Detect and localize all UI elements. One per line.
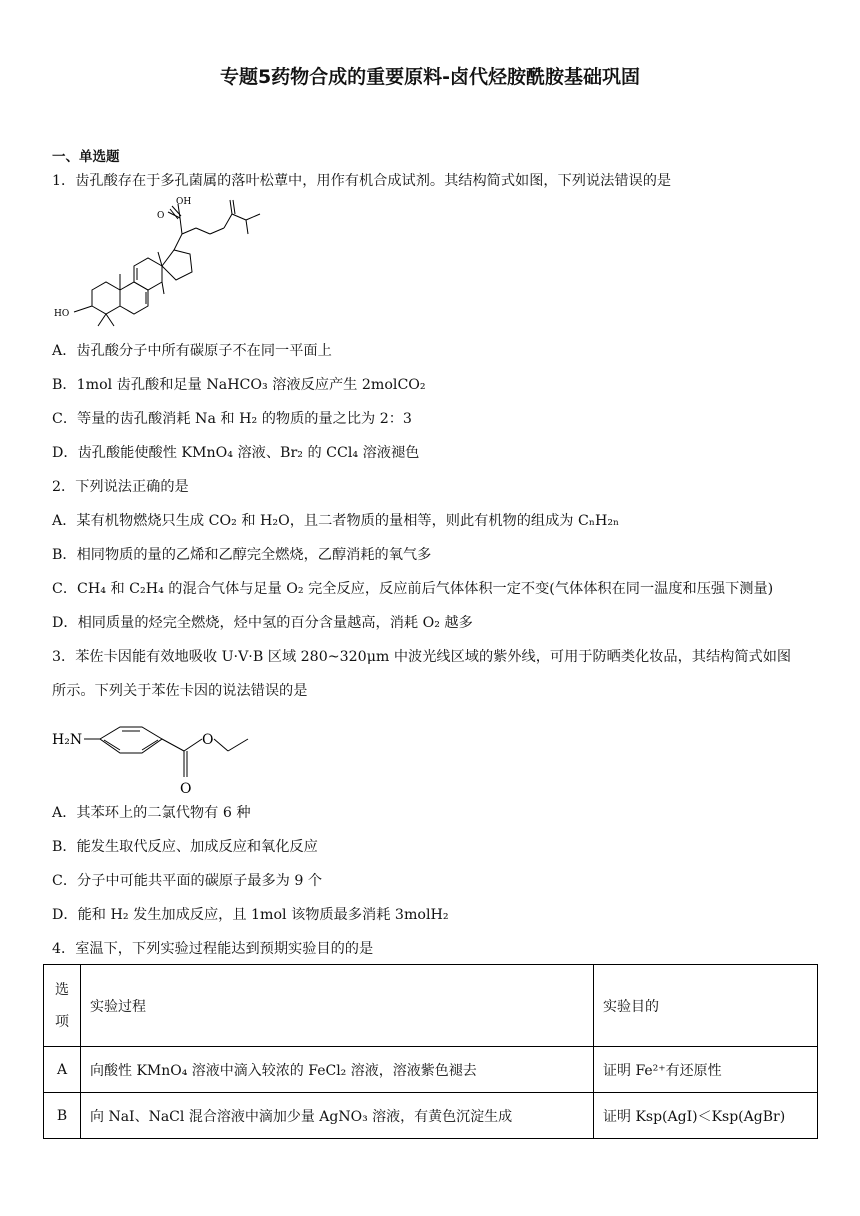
row-purpose: 证明 Fe²⁺有还原性 bbox=[594, 1047, 818, 1093]
q4-experiment-table bbox=[43, 964, 818, 1139]
table-header-row bbox=[44, 965, 818, 1047]
q1-label-o: O bbox=[157, 211, 165, 221]
section-heading: 一、单选题 bbox=[52, 149, 120, 165]
q3-option-c: C．分子中可能共平面的碳原子最多为 9 个 bbox=[52, 873, 323, 889]
q3-label-carbonyl-o: O bbox=[180, 781, 192, 797]
row-process: 向 NaI、NaCl 混合溶液中滴加少量 AgNO₃ 溶液，有黄色沉淀生成 bbox=[81, 1093, 594, 1139]
q3-label-h2n: H₂N bbox=[52, 732, 83, 748]
q1-label-oh: OH bbox=[176, 197, 192, 207]
row-process: 向酸性 KMnO₄ 溶液中滴入较浓的 FeCl₂ 溶液，溶液紫色褪去 bbox=[81, 1047, 594, 1093]
q2-option-d: D．相同质量的烃完全燃烧，烃中氢的百分含量越高，消耗 O₂ 越多 bbox=[52, 615, 473, 631]
q3-option-d: D．能和 H₂ 发生加成反应，且 1mol 该物质最多消耗 3molH₂ bbox=[52, 907, 449, 923]
q2-option-a: A．某有机物燃烧只生成 CO₂ 和 H₂O，且二者物质的量相等，则此有机物的组成为 CₙH₂ₙ bbox=[52, 513, 620, 529]
header-purpose: 实验目的 bbox=[594, 965, 818, 1047]
q1-stem: 1．齿孔酸存在于多孔菌属的落叶松蕈中，用作有机合成试剂。其结构简式如图，下列说法错误的是 bbox=[52, 173, 672, 189]
q3-stem-line-2: 所示。下列关于苯佐卡因的说法错误的是 bbox=[52, 683, 308, 699]
q2-option-c: C．CH₄ 和 C₂H₄ 的混合气体与足量 O₂ 完全反应，反应前后气体体积一定不变(气体体积在同一温度和压强下测量) bbox=[52, 581, 774, 597]
row-option: A bbox=[44, 1047, 81, 1093]
header-option-bottom: 项 bbox=[55, 1013, 69, 1030]
header-process: 实验过程 bbox=[81, 965, 594, 1047]
q1-structure-diagram bbox=[50, 194, 280, 334]
header-option-top: 选 bbox=[55, 981, 69, 998]
document-title: 专题5药物合成的重要原料-卤代烃胺酰胺基础巩固 bbox=[219, 66, 641, 88]
header-option-cell bbox=[44, 965, 81, 1047]
q2-option-b: B．相同物质的量的乙烯和乙醇完全燃烧，乙醇消耗的氧气多 bbox=[52, 547, 432, 563]
q1-label-ho: HO bbox=[54, 309, 70, 319]
q3-label-ester-o: O bbox=[202, 732, 214, 748]
q1-option-c: C．等量的齿孔酸消耗 Na 和 H₂ 的物质的量之比为 2：3 bbox=[52, 411, 412, 427]
row-option: B bbox=[44, 1093, 81, 1139]
q1-option-a: A．齿孔酸分子中所有碳原子不在同一平面上 bbox=[52, 343, 332, 359]
q3-option-b: B．能发生取代反应、加成反应和氧化反应 bbox=[52, 839, 318, 855]
q3-structure-diagram bbox=[50, 705, 260, 797]
table-row bbox=[44, 1047, 818, 1093]
table-row bbox=[44, 1093, 818, 1139]
q1-option-d: D．齿孔酸能使酸性 KMnO₄ 溶液、Br₂ 的 CCl₄ 溶液褪色 bbox=[52, 445, 420, 461]
row-purpose: 证明 Ksp(AgI)＜Ksp(AgBr) bbox=[594, 1093, 818, 1139]
q3-stem-line-1: 3．苯佐卡因能有效地吸收 U·V·B 区域 280~320μm 中波光线区域的紫外线，可用于防晒类化妆品，其结构简式如图 bbox=[52, 649, 792, 665]
q4-stem: 4．室温下，下列实验过程能达到预期实验目的的是 bbox=[52, 941, 374, 957]
q1-option-b: B．1mol 齿孔酸和足量 NaHCO₃ 溶液反应产生 2molCO₂ bbox=[52, 377, 426, 393]
q2-stem: 2．下列说法正确的是 bbox=[52, 479, 189, 495]
q3-option-a: A．其苯环上的二氯代物有 6 种 bbox=[52, 805, 251, 821]
